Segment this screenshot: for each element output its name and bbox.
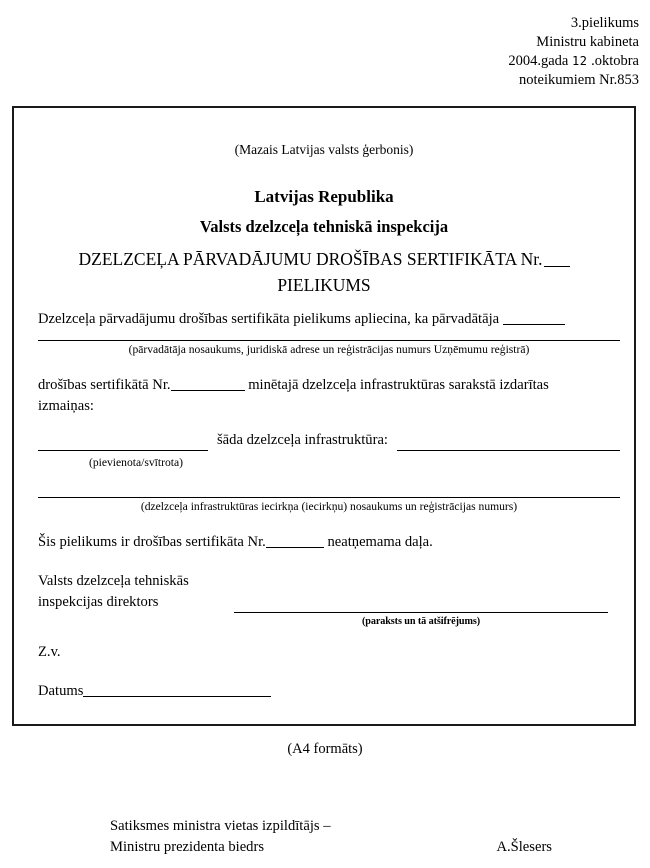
minister-title-line-2: Ministru prezidenta biedrs	[110, 839, 265, 855]
spacer-4	[38, 514, 620, 532]
minister-title-line-1: Satiksmes ministra vietas izpildītājs –	[110, 818, 331, 834]
document-title-line1: DZELZCEĻA PĀRVADĀJUMU DROŠĪBAS SERTIFIKĀTA Nr.	[78, 249, 543, 269]
document-title	[28, 246, 620, 298]
spacer-2	[38, 417, 620, 430]
statement-paragraph-2	[38, 375, 620, 396]
reference-date-suffix: .oktobra	[591, 53, 639, 69]
state-name-heading: Latvijas Republika	[254, 187, 394, 206]
director-signature-line[interactable]	[234, 597, 608, 613]
spacer-5	[38, 553, 620, 571]
minister-signature-block	[110, 816, 570, 858]
carrier-name-rule[interactable]	[38, 340, 620, 341]
seal-label: Z.v.	[38, 644, 61, 660]
reference-line-date	[319, 52, 639, 71]
statement-paragraph-1	[38, 309, 620, 330]
paper-format-note: (A4 formāts)	[287, 741, 363, 757]
infrastructure-row	[38, 430, 620, 451]
infrastructure-section-rule[interactable]	[38, 497, 620, 498]
signature-caption-spacer	[38, 613, 234, 629]
regulation-reference-block	[319, 14, 639, 90]
director-title-line-2: inspekcijas direktors	[38, 594, 159, 610]
certificate-number-blank-3[interactable]	[266, 547, 324, 548]
signature-caption: (paraksts un tā atšifrējums)	[361, 616, 481, 627]
carrier-name-caption: (pārvadātāja nosaukums, juridiskā adrese un reģistrācijas numurs Uzņēmumu reģistrā)	[128, 343, 530, 356]
statement-paragraph-3	[38, 532, 620, 553]
certificate-number-blank-2[interactable]	[171, 390, 245, 391]
reference-line-cabinet: Ministru kabineta	[536, 34, 639, 50]
reference-line-appendix: 3.pielikums	[570, 15, 639, 31]
emblem-placeholder-note: (Mazais Latvijas valsts ģerbonis)	[234, 142, 414, 157]
statement-2-continuation: izmaiņas:	[38, 398, 94, 414]
form-inner	[14, 108, 634, 724]
signature-caption-row	[38, 613, 620, 629]
spacer-1	[38, 357, 620, 375]
spacer-6	[38, 629, 620, 642]
added-or-removed-blank[interactable]	[38, 433, 208, 451]
reference-date-day: 12	[572, 54, 588, 68]
carrier-name-blank-inline[interactable]	[503, 324, 565, 325]
date-row	[38, 681, 620, 702]
certificate-number-blank[interactable]	[544, 266, 570, 267]
statement-3-suffix: neatņemama daļa.	[327, 534, 433, 550]
form-body	[38, 309, 620, 702]
statement-3-prefix: Šis pielikums ir drošības sertifikāta Nr.	[38, 534, 266, 550]
infrastructure-row-text: šāda dzelzceļa infrastruktūra:	[217, 432, 388, 448]
infrastructure-value-blank[interactable]	[397, 433, 620, 451]
statement-2-suffix: minētajā dzelzceļa infrastruktūras sarakstā izdarītas	[248, 377, 549, 393]
document-title-line2: PIELIKUMS	[277, 275, 371, 295]
date-blank[interactable]	[83, 696, 271, 697]
inspection-name-heading: Valsts dzelzceļa tehniskā inspekcija	[199, 217, 449, 236]
minister-title-row	[110, 837, 570, 858]
certificate-form-box	[12, 106, 636, 726]
director-title-line-1: Valsts dzelzceļa tehniskās	[38, 573, 189, 589]
spacer-3	[38, 473, 620, 497]
reference-line-number: noteikumiem Nr.853	[518, 72, 639, 88]
infrastructure-section-caption: (dzelzceļa infrastruktūras iecirkņa (iecirkņu) nosaukums un reģistrācijas numurs)	[140, 500, 518, 513]
spacer-7	[38, 663, 620, 681]
statement-1-text: Dzelzceļa pārvadājumu drošības sertifikāta pielikums apliecina, ka pārvadātāja	[38, 311, 500, 327]
reference-date-prefix: 2004.gada	[508, 53, 569, 69]
date-label: Datums	[38, 683, 84, 699]
director-signature-row	[38, 592, 620, 613]
statement-2-prefix: drošības sertifikātā Nr.	[38, 377, 171, 393]
minister-name: A.Šlesers	[496, 839, 552, 855]
added-or-removed-caption: (pievienota/svītrota)	[88, 456, 183, 469]
